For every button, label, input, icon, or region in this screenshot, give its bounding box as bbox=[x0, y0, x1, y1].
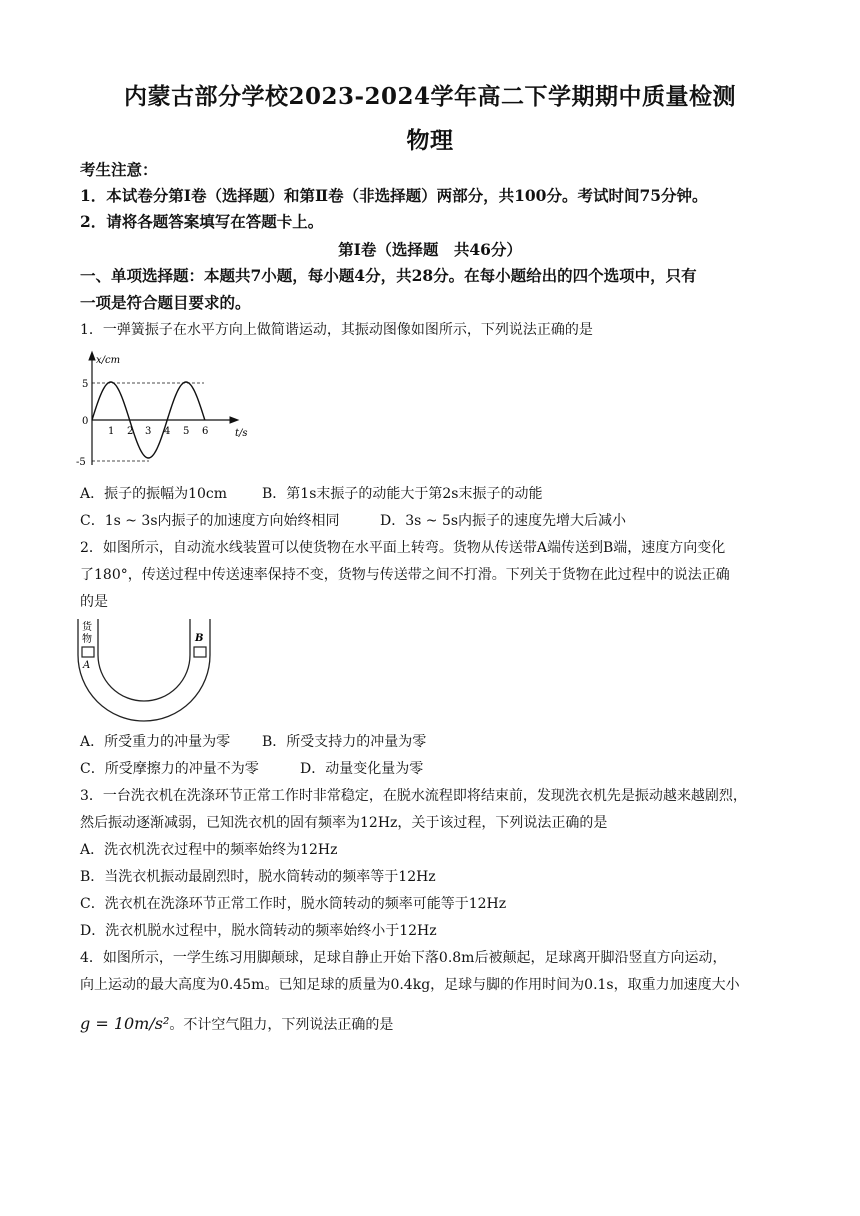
q1-x-tick-4: 4 bbox=[164, 426, 171, 437]
q1-x-tick-1: 1 bbox=[108, 426, 115, 437]
notice-heading: 考生注意： bbox=[80, 160, 158, 179]
notice-item-1: 1．本试卷分第Ⅰ卷（选择题）和第Ⅱ卷（非选择题）两部分，共100分。考试时间75分钟。 bbox=[80, 186, 708, 205]
q1-x-tick-2: 2 bbox=[127, 426, 134, 437]
q3-option-c: C．洗衣机在洗涤环节正常工作时，脱水筒转动的频率可能等于12Hz bbox=[80, 896, 507, 912]
q3-stem-line2: 然后振动逐渐减弱，已知洗衣机的固有频率为12Hz，关于该过程，下列说法正确的是 bbox=[80, 815, 608, 831]
q2-stem-line2: 了180°，传送过程中传送速率保持不变，货物与传送带之间不打滑。下列关于货物在此过程中的说法正确 bbox=[80, 567, 730, 583]
q1-option-d: D．3s ~ 5s内振子的速度先增大后减小 bbox=[380, 513, 627, 529]
q1-vibration-graph bbox=[72, 350, 252, 472]
q2-cargo-box-a bbox=[82, 647, 94, 657]
q1-y-tick-neg5: -5 bbox=[76, 457, 86, 468]
q1-option-b: B．第1s末振子的动能大于第2s末振子的动能 bbox=[262, 486, 543, 502]
q2-stem-line1: 2．如图所示，自动流水线装置可以使货物在水平面上转弯。货物从传送带A端传送到B端，速度方向变化 bbox=[80, 540, 726, 556]
q2-label-b: B bbox=[195, 633, 204, 644]
q2-label-a: A bbox=[83, 660, 91, 671]
section-heading-line2: 一项是符合题目要求的。 bbox=[80, 293, 251, 312]
q4-stem-line3-tail: 。不计空气阻力，下列说法正确的是 bbox=[169, 1017, 394, 1033]
q1-option-a: A．振子的振幅为10cm bbox=[80, 486, 228, 502]
q1-x-arrow-icon bbox=[230, 417, 238, 423]
q1-y-axis-label: x/cm bbox=[96, 355, 121, 366]
q2-option-a: A．所受重力的冲量为零 bbox=[80, 734, 231, 750]
q1-y-arrow-icon bbox=[89, 352, 95, 360]
q4-stem-line1: 4．如图所示，一学生练习用脚颠球，足球自静止开始下落0.8m后被颠起，足球离开脚沿竖直方向运动， bbox=[80, 950, 727, 966]
q2-cargo-box-b bbox=[194, 647, 206, 657]
q2-conveyor-figure bbox=[74, 617, 218, 729]
subject-title: 物理 bbox=[406, 127, 454, 154]
q1-y-tick-5: 5 bbox=[82, 379, 89, 390]
section-heading-line1: 一、单项选择题：本题共7小题，每小题4分，共28分。在每小题给出的四个选项中，只有 bbox=[80, 266, 697, 285]
q4-stem-line3 bbox=[80, 1014, 780, 1035]
q2-stem-line3: 的是 bbox=[80, 594, 108, 610]
q2-cargo-label-1: 货 bbox=[82, 622, 92, 633]
q2-belt-inner bbox=[98, 619, 190, 701]
exam-title: 内蒙古部分学校2023-2024学年高二下学期期中质量检测 bbox=[123, 83, 737, 110]
q3-option-d: D．洗衣机脱水过程中，脱水筒转动的频率始终小于12Hz bbox=[80, 923, 437, 939]
q1-stem: 1．一弹簧振子在水平方向上做简谐运动，其振动图像如图所示，下列说法正确的是 bbox=[80, 322, 593, 338]
part-title: 第Ⅰ卷（选择题 共46分） bbox=[338, 240, 522, 259]
q2-option-c: C．所受摩擦力的冲量不为零 bbox=[80, 761, 259, 777]
notice-item-2: 2．请将各题答案填写在答题卡上。 bbox=[80, 212, 324, 231]
q1-x-tick-3: 3 bbox=[145, 426, 152, 437]
q4-gravity-formula: g = 10m/s² bbox=[80, 1014, 170, 1033]
q1-option-c: C．1s ~ 3s内振子的加速度方向始终相同 bbox=[80, 513, 340, 529]
q3-stem-line1: 3．一台洗衣机在洗涤环节正常工作时非常稳定，在脱水流程即将结束前，发现洗衣机先是振动越来越剧烈， bbox=[80, 788, 747, 804]
q3-option-b: B．当洗衣机振动最剧烈时，脱水筒转动的频率等于12Hz bbox=[80, 869, 436, 885]
q1-x-tick-5: 5 bbox=[183, 426, 190, 437]
q1-y-tick-0: 0 bbox=[82, 416, 89, 427]
q2-cargo-label-2: 物 bbox=[82, 634, 92, 645]
q1-x-axis-label: t/s bbox=[235, 428, 248, 439]
q4-stem-line2: 向上运动的最大高度为0.45m。已知足球的质量为0.4kg，足球与脚的作用时间为0.1s，取重力加速度大小 bbox=[80, 977, 740, 993]
q3-option-a: A．洗衣机洗衣过程中的频率始终为12Hz bbox=[80, 842, 338, 858]
q2-option-d: D．动量变化量为零 bbox=[300, 761, 424, 777]
q1-x-tick-6: 6 bbox=[202, 426, 209, 437]
q2-option-b: B．所受支持力的冲量为零 bbox=[262, 734, 427, 750]
